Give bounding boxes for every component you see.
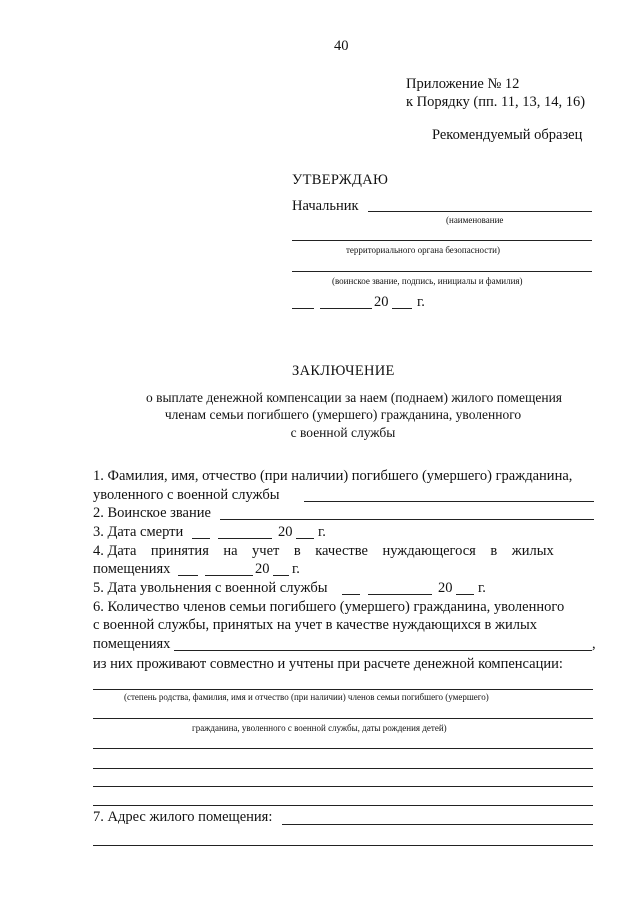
item-2-label: 2. Воинское звание	[93, 505, 211, 521]
residence-address-field-2[interactable]	[93, 845, 593, 846]
approval-date-day-line	[292, 308, 314, 309]
document-subtitle-line-2: членам семьи погибшего (умершего) гражданина, уволенного	[164, 407, 522, 422]
registration-date-year-field[interactable]	[273, 575, 289, 576]
registration-date-suffix: г.	[292, 561, 300, 577]
discharge-date-month-field[interactable]	[368, 594, 432, 595]
recommended-sample-label: Рекомендуемый образец	[432, 127, 583, 143]
item-1-line-1: 1. Фамилия, имя, отчество (при наличии) погибшего (умершего) гражданина,	[93, 468, 573, 484]
approval-date-year-line	[392, 308, 412, 309]
approval-date-year-prefix: 20	[374, 294, 389, 310]
item-6-line-1: 6. Количество членов семьи погибшего (умершего) гражданина, уволенного	[93, 599, 565, 615]
document-subtitle-line-3: с военной службы	[290, 425, 396, 440]
chief-label: Начальник	[292, 198, 359, 214]
approval-date-suffix: г.	[417, 294, 425, 310]
agency-name-line	[368, 211, 592, 212]
death-date-year-prefix: 20	[278, 524, 293, 540]
family-members-field-4[interactable]	[93, 768, 593, 769]
registration-date-month-field[interactable]	[205, 575, 253, 576]
family-members-caption-2: гражданина, уволенного с военной службы, даты рождения детей)	[192, 723, 447, 733]
item-6-line-2: с военной службы, принятых на учет в качестве нуждающихся в жилых	[93, 617, 537, 633]
item-4-line-1: 4. Дата принятия на учет в качестве нуждающегося в жилых	[93, 543, 554, 559]
death-date-year-field[interactable]	[296, 538, 314, 539]
discharge-date-day-field[interactable]	[342, 594, 360, 595]
death-date-suffix: г.	[318, 524, 326, 540]
discharge-date-year-field[interactable]	[456, 594, 474, 595]
registration-date-year-prefix: 20	[255, 561, 270, 577]
item-6-line-4: из них проживают совместно и учтены при расчете денежной компенсации:	[93, 656, 563, 672]
item-4-line-2: помещениях	[93, 561, 171, 577]
agency-name-line-2	[292, 240, 592, 241]
family-count-field[interactable]	[174, 650, 592, 651]
item-7-label: 7. Адрес жилого помещения:	[93, 809, 273, 825]
family-members-field-3[interactable]	[93, 748, 593, 749]
item-6-comma: ,	[592, 636, 596, 652]
item-1-line-2: уволенного с военной службы	[93, 487, 280, 503]
approval-date-month-line	[320, 308, 372, 309]
family-members-field-6[interactable]	[93, 805, 593, 806]
signature-caption: (воинское звание, подпись, инициалы и фамилия)	[332, 276, 523, 286]
residence-address-field-1[interactable]	[282, 824, 593, 825]
document-title: ЗАКЛЮЧЕНИЕ	[292, 363, 395, 379]
document-subtitle-line-1: о выплате денежной компенсации за наем (поднаем) жилого помещения	[145, 390, 563, 405]
item-5-label: 5. Дата увольнения с военной службы	[93, 580, 328, 596]
death-date-day-field[interactable]	[192, 538, 210, 539]
deceased-name-field[interactable]	[304, 501, 594, 502]
agency-territorial-caption: территориального органа безопасности)	[346, 245, 500, 255]
family-members-field-1[interactable]	[93, 689, 593, 690]
discharge-date-suffix: г.	[478, 580, 486, 596]
item-3-label: 3. Дата смерти	[93, 524, 184, 540]
page-number: 40	[334, 38, 349, 54]
item-6-line-3: помещениях	[93, 636, 171, 652]
signature-line	[292, 271, 592, 272]
agency-name-caption: (наименование	[446, 215, 504, 225]
death-date-month-field[interactable]	[218, 538, 272, 539]
military-rank-field[interactable]	[220, 519, 594, 520]
family-members-caption-1: (степень родства, фамилия, имя и отчество (при наличии) членов семьи погибшего (умершего)	[124, 692, 489, 702]
appendix-line-2: к Порядку (пп. 11, 13, 14, 16)	[406, 94, 586, 110]
family-members-field-5[interactable]	[93, 786, 593, 787]
discharge-date-year-prefix: 20	[438, 580, 453, 596]
approval-heading: УТВЕРЖДАЮ	[292, 172, 389, 188]
family-members-field-2[interactable]	[93, 718, 593, 719]
appendix-line-1: Приложение № 12	[406, 76, 520, 92]
registration-date-day-field[interactable]	[178, 575, 198, 576]
